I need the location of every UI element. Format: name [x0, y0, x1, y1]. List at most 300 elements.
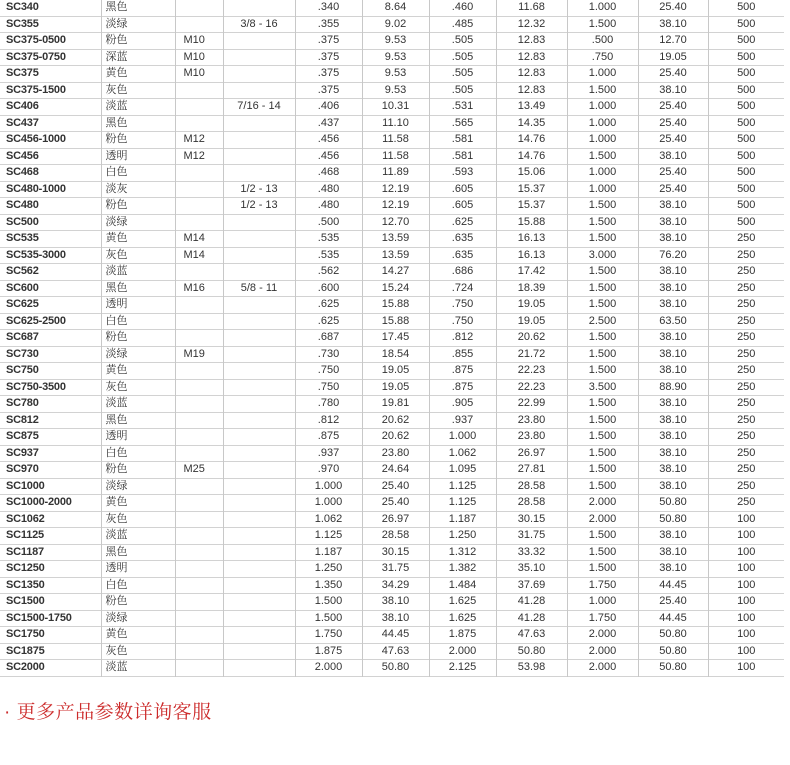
od-inch-cell: .581: [429, 132, 496, 149]
od-mm-cell: 22.23: [496, 363, 567, 380]
part-number-cell: SC1125: [0, 528, 101, 545]
unc-thread-cell: 1/2 - 13: [223, 198, 295, 215]
id-mm-cell: 25.40: [362, 495, 429, 512]
id-inch-cell: .375: [295, 82, 362, 99]
table-row: [0, 264, 784, 281]
color-cell: 淡绿: [101, 346, 175, 363]
metric-thread-cell: [175, 528, 223, 545]
od-mm-cell: 19.05: [496, 313, 567, 330]
od-inch-cell: .686: [429, 264, 496, 281]
id-inch-cell: .937: [295, 445, 362, 462]
table-row: [0, 66, 784, 83]
length-mm-cell: 38.10: [638, 346, 708, 363]
pack-qty-cell: 100: [737, 562, 756, 575]
id-mm-cell: 38.10: [362, 594, 429, 611]
color-cell: 粉色: [101, 462, 175, 479]
od-inch-cell: 2.125: [429, 660, 496, 677]
id-inch-cell: .687: [295, 330, 362, 347]
od-inch-cell: .875: [429, 363, 496, 380]
color-cell: 淡蓝: [101, 660, 175, 677]
id-inch-cell: 1.500: [295, 610, 362, 627]
color-cell: 黄色: [101, 66, 175, 83]
od-mm-cell: 47.63: [496, 627, 567, 644]
od-mm-cell: 41.28: [496, 594, 567, 611]
part-number-cell: SC375: [0, 66, 101, 83]
id-inch-cell: .340: [295, 0, 362, 16]
length-mm-cell: 25.40: [638, 66, 708, 83]
metric-thread-cell: [175, 429, 223, 446]
id-mm-cell: 11.89: [362, 165, 429, 182]
id-mm-cell: 10.31: [362, 99, 429, 116]
unc-thread-cell: [223, 660, 295, 677]
id-inch-cell: .970: [295, 462, 362, 479]
table-row: [0, 577, 784, 594]
part-number-cell: SC1000-2000: [0, 495, 101, 512]
length-mm-cell: 38.10: [638, 445, 708, 462]
od-mm-cell: 14.76: [496, 132, 567, 149]
table-row: [0, 495, 784, 512]
color-cell: 透明: [101, 561, 175, 578]
length-mm-cell: 38.10: [638, 330, 708, 347]
part-number-cell: SC437: [0, 115, 101, 132]
metric-thread-cell: [175, 297, 223, 314]
unc-thread-cell: [223, 643, 295, 660]
metric-thread-cell: [175, 115, 223, 132]
part-number-cell: SC1062: [0, 511, 101, 528]
part-number-cell: SC375-0500: [0, 33, 101, 50]
length-inch-cell: 1.000: [567, 181, 638, 198]
od-inch-cell: 1.062: [429, 445, 496, 462]
unc-thread-cell: 1/2 - 13: [223, 181, 295, 198]
metric-thread-cell: M14: [175, 231, 223, 248]
metric-thread-cell: [175, 627, 223, 644]
length-inch-cell: 1.500: [567, 528, 638, 545]
color-cell: 黑色: [101, 544, 175, 561]
length-mm-cell: 38.10: [638, 264, 708, 281]
part-number-cell: SC1000: [0, 478, 101, 495]
length-mm-cell: 38.10: [638, 198, 708, 215]
pack-qty-cell: 250: [737, 446, 756, 459]
color-cell: 淡绿: [101, 478, 175, 495]
unc-thread-cell: [223, 66, 295, 83]
pack-qty-cell: 100: [737, 661, 756, 674]
od-inch-cell: .565: [429, 115, 496, 132]
length-mm-cell: 38.10: [638, 214, 708, 231]
metric-thread-cell: [175, 643, 223, 660]
table-row: [0, 544, 784, 561]
pack-qty-cell: 100: [737, 611, 756, 624]
id-inch-cell: .500: [295, 214, 362, 231]
id-inch-cell: .600: [295, 280, 362, 297]
od-mm-cell: 23.80: [496, 412, 567, 429]
color-cell: 深蓝: [101, 49, 175, 66]
length-mm-cell: 25.40: [638, 115, 708, 132]
unc-thread-cell: [223, 495, 295, 512]
length-inch-cell: 1.500: [567, 82, 638, 99]
id-inch-cell: 1.250: [295, 561, 362, 578]
length-inch-cell: 1.500: [567, 148, 638, 165]
id-inch-cell: 1.000: [295, 478, 362, 495]
od-mm-cell: 27.81: [496, 462, 567, 479]
pack-qty-cell: 500: [737, 149, 756, 162]
od-inch-cell: 1.250: [429, 528, 496, 545]
part-number-cell: SC625-2500: [0, 313, 101, 330]
color-cell: 淡蓝: [101, 99, 175, 116]
id-mm-cell: 12.70: [362, 214, 429, 231]
color-cell: 灰色: [101, 379, 175, 396]
id-mm-cell: 26.97: [362, 511, 429, 528]
od-mm-cell: 15.88: [496, 214, 567, 231]
id-inch-cell: 1.187: [295, 544, 362, 561]
id-inch-cell: 1.125: [295, 528, 362, 545]
length-inch-cell: .750: [567, 49, 638, 66]
length-inch-cell: 2.000: [567, 660, 638, 677]
unc-thread-cell: [223, 49, 295, 66]
table-row: [0, 297, 784, 314]
metric-thread-cell: [175, 561, 223, 578]
table-row: [0, 379, 784, 396]
unc-thread-cell: [223, 0, 295, 16]
id-mm-cell: 9.53: [362, 66, 429, 83]
pack-qty-cell: 100: [737, 595, 756, 608]
od-inch-cell: .581: [429, 148, 496, 165]
unc-thread-cell: [223, 610, 295, 627]
id-mm-cell: 11.58: [362, 148, 429, 165]
od-mm-cell: 11.68: [496, 0, 567, 16]
part-number-cell: SC970: [0, 462, 101, 479]
part-number-cell: SC1187: [0, 544, 101, 561]
unc-thread-cell: [223, 346, 295, 363]
color-cell: 粉色: [101, 33, 175, 50]
length-inch-cell: 2.500: [567, 313, 638, 330]
od-mm-cell: 21.72: [496, 346, 567, 363]
color-cell: 粉色: [101, 198, 175, 215]
od-inch-cell: 1.187: [429, 511, 496, 528]
unc-thread-cell: 3/8 - 16: [223, 16, 295, 33]
unc-thread-cell: [223, 313, 295, 330]
id-mm-cell: 38.10: [362, 610, 429, 627]
part-number-cell: SC468: [0, 165, 101, 182]
table-row: [0, 346, 784, 363]
od-inch-cell: .812: [429, 330, 496, 347]
od-mm-cell: 31.75: [496, 528, 567, 545]
id-mm-cell: 17.45: [362, 330, 429, 347]
od-inch-cell: 1.125: [429, 478, 496, 495]
unc-thread-cell: [223, 379, 295, 396]
length-inch-cell: 2.000: [567, 643, 638, 660]
table-row: [0, 445, 784, 462]
id-mm-cell: 44.45: [362, 627, 429, 644]
table-row: [0, 247, 784, 264]
color-cell: 黑色: [101, 280, 175, 297]
pack-qty-cell: 500: [737, 50, 756, 63]
part-number-cell: SC780: [0, 396, 101, 413]
length-inch-cell: 1.500: [567, 264, 638, 281]
metric-thread-cell: [175, 379, 223, 396]
metric-thread-cell: [175, 313, 223, 330]
od-inch-cell: .460: [429, 0, 496, 16]
metric-thread-cell: [175, 181, 223, 198]
table-row: [0, 49, 784, 66]
id-mm-cell: 15.24: [362, 280, 429, 297]
part-number-cell: SC562: [0, 264, 101, 281]
length-inch-cell: 1.500: [567, 561, 638, 578]
od-mm-cell: 15.06: [496, 165, 567, 182]
id-inch-cell: 1.062: [295, 511, 362, 528]
color-cell: 粉色: [101, 132, 175, 149]
metric-thread-cell: M19: [175, 346, 223, 363]
color-cell: 黑色: [101, 0, 175, 16]
table-row: [0, 561, 784, 578]
id-mm-cell: 9.02: [362, 16, 429, 33]
pack-qty-cell: 100: [737, 644, 756, 657]
length-inch-cell: 1.750: [567, 577, 638, 594]
length-inch-cell: 2.000: [567, 511, 638, 528]
length-inch-cell: 1.000: [567, 0, 638, 16]
length-inch-cell: 1.500: [567, 396, 638, 413]
metric-thread-cell: M25: [175, 462, 223, 479]
od-inch-cell: .724: [429, 280, 496, 297]
pack-qty-cell: 500: [737, 215, 756, 228]
table-row: [0, 132, 784, 149]
length-inch-cell: 2.000: [567, 627, 638, 644]
part-number-cell: SC456: [0, 148, 101, 165]
length-inch-cell: 1.500: [567, 330, 638, 347]
od-inch-cell: .505: [429, 33, 496, 50]
color-cell: 黄色: [101, 363, 175, 380]
pack-qty-cell: 250: [737, 430, 756, 443]
unc-thread-cell: [223, 115, 295, 132]
part-number-cell: SC456-1000: [0, 132, 101, 149]
table-row: [0, 363, 784, 380]
color-cell: 粉色: [101, 330, 175, 347]
od-mm-cell: 14.35: [496, 115, 567, 132]
id-inch-cell: .535: [295, 247, 362, 264]
metric-thread-cell: [175, 396, 223, 413]
length-mm-cell: 44.45: [638, 610, 708, 627]
id-inch-cell: 1.875: [295, 643, 362, 660]
unc-thread-cell: [223, 363, 295, 380]
metric-thread-cell: [175, 445, 223, 462]
od-mm-cell: 12.83: [496, 66, 567, 83]
length-inch-cell: 1.000: [567, 115, 638, 132]
metric-thread-cell: M10: [175, 66, 223, 83]
od-mm-cell: 15.37: [496, 198, 567, 215]
pack-qty-cell: 100: [737, 578, 756, 591]
length-mm-cell: 12.70: [638, 33, 708, 50]
metric-thread-cell: M12: [175, 132, 223, 149]
pack-qty-cell: 100: [737, 628, 756, 641]
pack-qty-cell: 500: [737, 83, 756, 96]
od-mm-cell: 35.10: [496, 561, 567, 578]
metric-thread-cell: M16: [175, 280, 223, 297]
length-mm-cell: 38.10: [638, 16, 708, 33]
pack-qty-cell: 500: [737, 34, 756, 47]
part-number-cell: SC535-3000: [0, 247, 101, 264]
length-mm-cell: 88.90: [638, 379, 708, 396]
od-mm-cell: 50.80: [496, 643, 567, 660]
length-inch-cell: 1.000: [567, 165, 638, 182]
id-inch-cell: .812: [295, 412, 362, 429]
color-cell: 白色: [101, 577, 175, 594]
od-mm-cell: 41.28: [496, 610, 567, 627]
length-mm-cell: 25.40: [638, 594, 708, 611]
color-cell: 黑色: [101, 412, 175, 429]
table-row: [0, 610, 784, 627]
pack-qty-cell: 250: [737, 281, 756, 294]
color-cell: 透明: [101, 429, 175, 446]
od-inch-cell: .937: [429, 412, 496, 429]
length-inch-cell: 3.500: [567, 379, 638, 396]
color-cell: 淡绿: [101, 214, 175, 231]
unc-thread-cell: [223, 264, 295, 281]
pack-qty-cell: 250: [737, 463, 756, 476]
pack-qty-cell: 250: [737, 298, 756, 311]
id-inch-cell: .437: [295, 115, 362, 132]
part-number-cell: SC500: [0, 214, 101, 231]
pack-qty-cell: 100: [737, 512, 756, 525]
table-row: [0, 511, 784, 528]
id-inch-cell: .625: [295, 297, 362, 314]
id-mm-cell: 31.75: [362, 561, 429, 578]
id-inch-cell: .375: [295, 49, 362, 66]
table-row: [0, 412, 784, 429]
pack-qty-cell: 500: [737, 100, 756, 113]
od-mm-cell: 16.13: [496, 231, 567, 248]
od-inch-cell: .875: [429, 379, 496, 396]
pack-qty-cell: 250: [737, 265, 756, 278]
pack-qty-cell: 500: [737, 1, 756, 14]
part-number-cell: SC1875: [0, 643, 101, 660]
metric-thread-cell: [175, 412, 223, 429]
id-mm-cell: 13.59: [362, 247, 429, 264]
unc-thread-cell: [223, 396, 295, 413]
table-row: [0, 660, 784, 677]
length-mm-cell: 38.10: [638, 148, 708, 165]
id-inch-cell: .456: [295, 132, 362, 149]
color-cell: 淡蓝: [101, 528, 175, 545]
unc-thread-cell: [223, 445, 295, 462]
unc-thread-cell: [223, 330, 295, 347]
length-mm-cell: 50.80: [638, 643, 708, 660]
od-mm-cell: 12.83: [496, 33, 567, 50]
metric-thread-cell: [175, 264, 223, 281]
id-mm-cell: 28.58: [362, 528, 429, 545]
od-inch-cell: .635: [429, 247, 496, 264]
part-number-cell: SC1750: [0, 627, 101, 644]
id-inch-cell: .562: [295, 264, 362, 281]
color-cell: 淡绿: [101, 610, 175, 627]
length-mm-cell: 38.10: [638, 297, 708, 314]
part-number-cell: SC730: [0, 346, 101, 363]
id-inch-cell: .375: [295, 33, 362, 50]
od-inch-cell: 1.625: [429, 610, 496, 627]
length-inch-cell: 1.500: [567, 462, 638, 479]
od-inch-cell: .625: [429, 214, 496, 231]
part-number-cell: SC355: [0, 16, 101, 33]
part-number-cell: SC535: [0, 231, 101, 248]
part-number-cell: SC375-1500: [0, 82, 101, 99]
od-mm-cell: 19.05: [496, 297, 567, 314]
pack-qty-cell: 250: [737, 380, 756, 393]
unc-thread-cell: [223, 561, 295, 578]
od-inch-cell: .505: [429, 66, 496, 83]
length-mm-cell: 63.50: [638, 313, 708, 330]
pack-qty-cell: 500: [737, 199, 756, 212]
id-inch-cell: .480: [295, 198, 362, 215]
color-cell: 黄色: [101, 495, 175, 512]
length-inch-cell: 1.500: [567, 16, 638, 33]
id-mm-cell: 11.58: [362, 132, 429, 149]
od-mm-cell: 22.99: [496, 396, 567, 413]
metric-thread-cell: [175, 511, 223, 528]
id-mm-cell: 13.59: [362, 231, 429, 248]
table-row: [0, 594, 784, 611]
color-cell: 灰色: [101, 82, 175, 99]
id-mm-cell: 14.27: [362, 264, 429, 281]
od-mm-cell: 23.80: [496, 429, 567, 446]
length-inch-cell: 1.500: [567, 478, 638, 495]
id-mm-cell: 50.80: [362, 660, 429, 677]
part-number-cell: SC750: [0, 363, 101, 380]
metric-thread-cell: [175, 495, 223, 512]
metric-thread-cell: [175, 577, 223, 594]
color-cell: 灰色: [101, 643, 175, 660]
unc-thread-cell: [223, 528, 295, 545]
od-inch-cell: .855: [429, 346, 496, 363]
id-mm-cell: 15.88: [362, 313, 429, 330]
unc-thread-cell: 7/16 - 14: [223, 99, 295, 116]
unc-thread-cell: [223, 429, 295, 446]
od-inch-cell: 1.125: [429, 495, 496, 512]
pack-qty-cell: 100: [737, 545, 756, 558]
od-inch-cell: 1.312: [429, 544, 496, 561]
color-cell: 白色: [101, 445, 175, 462]
od-inch-cell: .750: [429, 313, 496, 330]
table-row: [0, 528, 784, 545]
unc-thread-cell: [223, 165, 295, 182]
length-mm-cell: 38.10: [638, 462, 708, 479]
od-inch-cell: 1.625: [429, 594, 496, 611]
metric-thread-cell: M14: [175, 247, 223, 264]
table-row: [0, 330, 784, 347]
od-mm-cell: 30.15: [496, 511, 567, 528]
table-row: [0, 181, 784, 198]
unc-thread-cell: [223, 148, 295, 165]
length-mm-cell: 38.10: [638, 396, 708, 413]
length-inch-cell: 1.500: [567, 445, 638, 462]
table-row: [0, 148, 784, 165]
od-inch-cell: .605: [429, 181, 496, 198]
id-mm-cell: 25.40: [362, 478, 429, 495]
table-row: [0, 396, 784, 413]
length-mm-cell: 38.10: [638, 280, 708, 297]
length-inch-cell: 1.500: [567, 429, 638, 446]
footer-note: · 更多产品参数详询客服: [4, 702, 212, 723]
part-number-cell: SC1350: [0, 577, 101, 594]
unc-thread-cell: [223, 594, 295, 611]
od-inch-cell: .485: [429, 16, 496, 33]
metric-thread-cell: [175, 82, 223, 99]
unc-thread-cell: [223, 82, 295, 99]
id-mm-cell: 11.10: [362, 115, 429, 132]
color-cell: 黄色: [101, 627, 175, 644]
od-inch-cell: .531: [429, 99, 496, 116]
part-number-cell: SC1500: [0, 594, 101, 611]
unc-thread-cell: 5/8 - 11: [223, 280, 295, 297]
id-mm-cell: 47.63: [362, 643, 429, 660]
length-inch-cell: 1.000: [567, 132, 638, 149]
